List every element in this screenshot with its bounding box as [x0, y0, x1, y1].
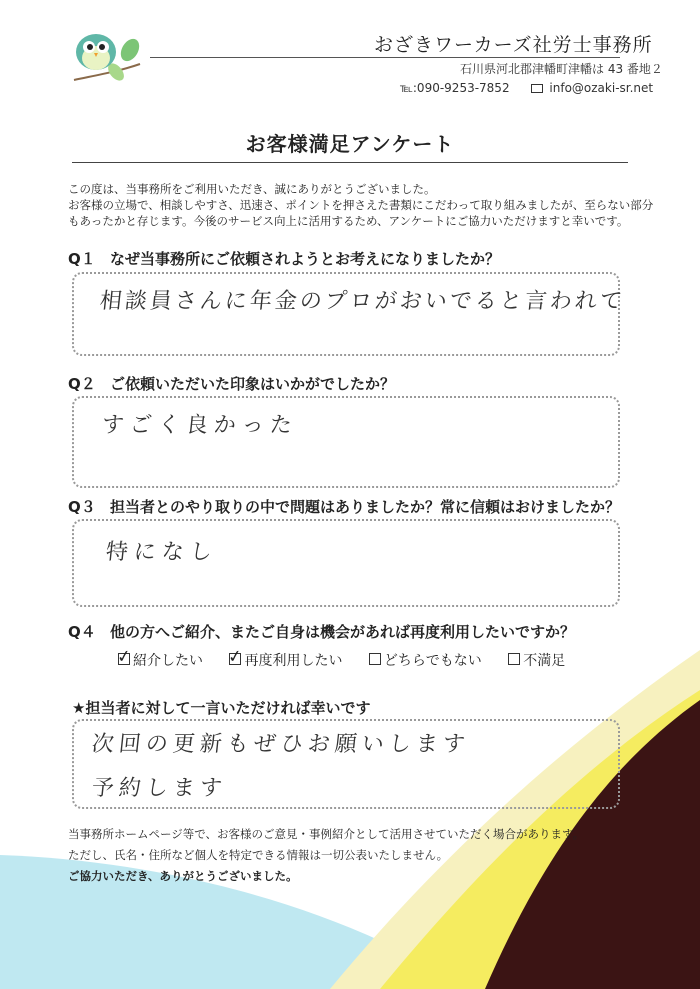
question-3-label: [68, 496, 620, 517]
office-name: おざきワーカーズ社労士事務所: [374, 34, 653, 56]
question-2-label: [68, 373, 395, 394]
question-number: Q１: [68, 250, 96, 268]
question-number: Q２: [68, 375, 96, 393]
option-neutral[interactable]: [369, 650, 482, 670]
question-1-label: [68, 248, 500, 269]
question-2-answer: すごく良かった: [100, 413, 300, 438]
checkbox-icon[interactable]: [369, 653, 381, 665]
option-label: 再度利用したい: [244, 653, 343, 669]
option-dissatisfied[interactable]: [508, 650, 565, 670]
checkmark-icon: ✓: [227, 646, 245, 668]
title-underline: [72, 162, 628, 163]
intro-line: この度は、当事務所をご利用いただき、誠にありがとうございました。: [68, 182, 436, 196]
footer-line: ただし、氏名・住所など個人を特定できる情報は一切公表いたしません。: [68, 848, 449, 862]
intro-line: お客様の立場で、相談しやすさ、迅速さ、ポイントを押さえた書類にこだわって取り組みましたが、至らない部分: [68, 198, 654, 212]
email-address: info@ozaki-sr.net: [549, 81, 654, 95]
intro-line: もあったかと存じます。今後のサービス向上に活用するため、アンケートにご協力いただけますと幸いです。: [68, 214, 629, 228]
checkbox-icon[interactable]: [227, 646, 245, 668]
office-address: 石川県河北郡津幡町津幡は 43 番地２: [460, 62, 663, 76]
comment-answer-box[interactable]: [72, 719, 620, 809]
checkbox-icon[interactable]: [508, 653, 520, 665]
question-text: 他の方へご紹介、またご自身は機会があれば再度利用したいですか？: [110, 623, 576, 641]
mail-icon: [531, 84, 543, 93]
checkbox-icon[interactable]: [115, 646, 133, 668]
option-label: 紹介したい: [133, 653, 203, 669]
owl-logo-icon: [72, 28, 142, 88]
question-number: Q３: [68, 498, 96, 516]
comment-label: ★担当者に対して一言いただければ幸いです: [72, 699, 371, 717]
intro-text: [68, 181, 653, 229]
question-4-label: [68, 621, 575, 642]
contact-row: [400, 81, 665, 95]
footer-line: 当事務所ホームページ等で、お客様のご意見・事例紹介として活用させていただく場合があります。: [68, 827, 585, 841]
q4-options: [115, 646, 587, 670]
question-1-answer-box[interactable]: [72, 272, 627, 356]
comment-line-2: 予約します: [90, 776, 229, 801]
header-divider: [150, 57, 620, 58]
option-label: どちらでもない: [383, 653, 482, 669]
comment-line-1: 次回の更新もぜひお願いします: [90, 732, 472, 757]
question-text: なぜ当事務所にご依頼されようとお考えになりましたか？: [110, 250, 501, 268]
question-3-answer: 特になし: [104, 540, 220, 565]
phone-number: ℡:090-9253-7852: [400, 81, 510, 95]
question-text: ご依頼いただいた印象はいかがでしたか？: [110, 375, 396, 393]
email-group: [531, 81, 659, 95]
option-reuse[interactable]: [227, 646, 343, 670]
question-number: Q４: [68, 623, 96, 641]
page-title: お客様満足アンケート: [245, 132, 455, 156]
checkmark-icon: ✓: [115, 646, 133, 668]
question-3-answer-box[interactable]: [72, 519, 620, 607]
footer-notes: [68, 824, 584, 887]
question-text: 担当者とのやり取りの中で問題はありましたか？常に信頼はおけましたか？: [110, 498, 621, 516]
option-introduce[interactable]: [115, 646, 203, 670]
footer-thanks: ご協力いただき、ありがとうございました。: [68, 869, 298, 883]
question-2-answer-box[interactable]: [72, 396, 620, 488]
question-1-answer: 相談員さんに年金のプロがおいでると言われて: [98, 289, 627, 314]
option-label: 不満足: [523, 653, 566, 669]
